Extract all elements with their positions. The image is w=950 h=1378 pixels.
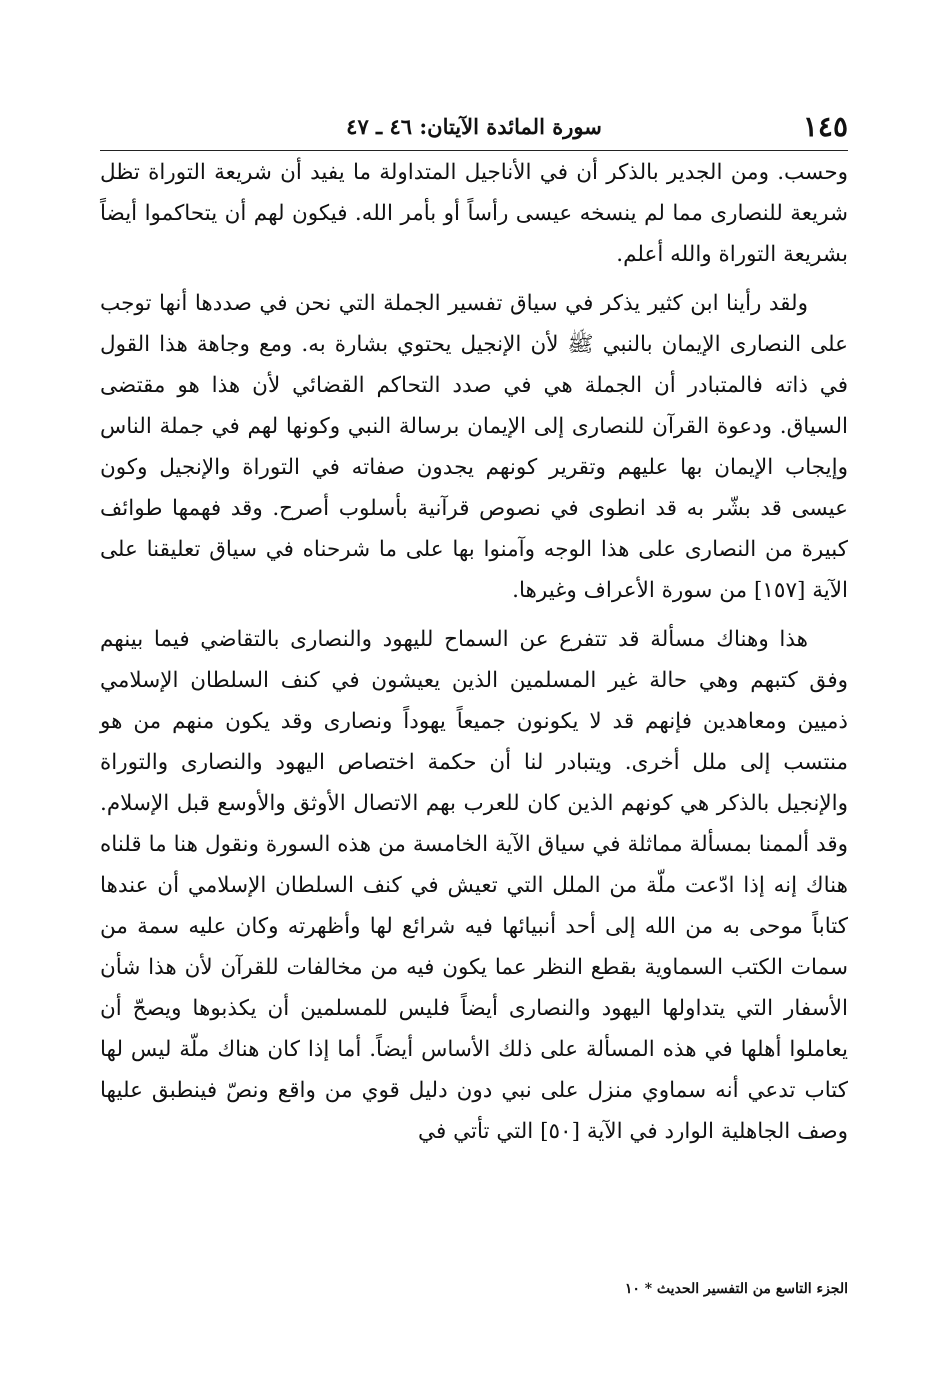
footer-signature: الجزء التاسع من التفسير الحديث * ١٠: [624, 1281, 848, 1297]
paragraph-2: ولقد رأينا ابن كثير يذكر في سياق تفسير الجملة التي نحن في صددها أنها توجب على النصارى الإيمان بالنبي ﷺ لأن الإنجيل يحتوي بشارة به. ومع وجاهة هذا القول في ذاته فالمتبادر أن الجملة هي في صدد التحاكم القضائي لأن هذا هو مقتضى السياق. ودعوة القرآن للنصارى إلى الإيمان برسالة النبي وكونها لهم في جملة الناس وإيجاب الإيمان بها عليهم وتقرير كونهم يجدون صفاته في التوراة والإنجيل وكون عيسى قد بشّر به قد انطوى في نصوص قرآنية بأسلوب أصرح. وقد فهمها طوائف كبيرة من النصارى على هذا الوجه وآمنوا بها على ما شرحناه في سياق تعليقنا على الآية [١٥٧] من سورة الأعراف وغيرها.: [100, 291, 848, 603]
running-title: سورة المائدة الآيتان: ٤٦ ـ ٤٧: [346, 114, 602, 139]
page-header: [100, 108, 848, 148]
page-number: ١٤٥: [802, 110, 848, 143]
header-divider: [100, 150, 848, 151]
paragraph-1: وحسب. ومن الجدير بالذكر أن في الأناجيل المتداولة ما يفيد أن شريعة التوراة تظل شريعة للنصارى مما لم ينسخه عيسى رأساً أو بأمر الله. فيكون لهم أن يتحاكموا أيضاً بشريعة التوراة والله أعلم.: [100, 160, 848, 267]
paragraph-3: هذا وهناك مسألة قد تتفرع عن السماح لليهود والنصارى بالتقاضي فيما بينهم وفق كتبهم وهي حالة غير المسلمين الذين يعيشون في كنف السلطان الإسلامي ذميين ومعاهدين فإنهم قد لا يكونون جميعاً يهوداً ونصارى وقد يكون منهم من هو منتسب إلى ملل أخرى. ويتبادر لنا أن حكمة اختصاص اليهود والنصارى والتوراة والإنجيل بالذكر هي كونهم الذين كان للعرب بهم الاتصال الأوثق والأوسع قبل الإسلام. وقد ألممنا بمسألة مماثلة في سياق الآية الخامسة من هذه السورة ونقول هنا ما قلناه هناك إنه إذا ادّعت ملّة من الملل التي تعيش في كنف السلطان الإسلامي أن عندها كتاباً موحى به من الله إلى أحد أنبيائها فيه شرائع لها وأظهرته وكان عليه سمة من سمات الكتب السماوية بقطع النظر عما يكون فيه من مخالفات للقرآن لأن هذا شأن الأسفار التي يتداولها اليهود والنصارى أيضاً فليس للمسلمين أن يكذبوها ويصحّ أن يعاملوا أهلها في هذه المسألة على ذلك الأساس أيضاً. أما إذا كان هناك ملّة ليس لها كتاب تدعي أنه سماوي منزل على نبي دون دليل قوي من واقع ونصّ فينطبق عليها وصف الجاهلية الوارد في الآية [٥٠] التي تأتي في: [100, 627, 848, 1144]
main-text: [100, 152, 848, 1160]
